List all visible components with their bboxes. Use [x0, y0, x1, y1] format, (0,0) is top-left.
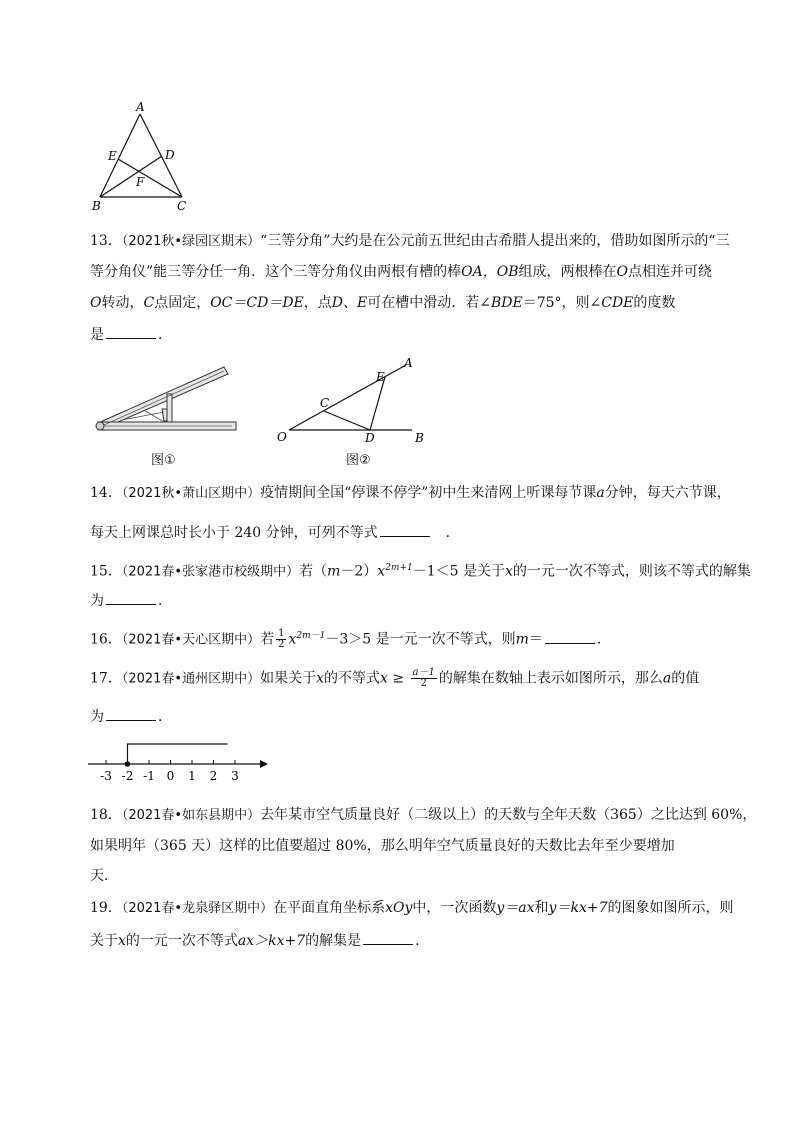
q15-text1c: －2） — [340, 563, 378, 580]
q19-text1b: xOy — [385, 900, 413, 916]
q17-line2 — [90, 706, 172, 727]
triangle-figure — [85, 100, 205, 215]
q19-text2a: 关于 — [90, 933, 118, 949]
q14-text1c: 分钟，每天六节课， — [604, 485, 731, 501]
q17-source: （2021春•通州区期中） — [121, 671, 261, 687]
q16-line1 — [90, 626, 611, 651]
q17-answer-blank[interactable] — [106, 706, 156, 721]
tick-label: 0 — [166, 769, 175, 783]
q15-text1g: 的一元一次不等式，则该不等式的解集 — [512, 563, 751, 580]
fig2-label-O: O — [277, 430, 287, 444]
q19-text1f: y＝kx+7 — [548, 900, 608, 916]
q14-line2 — [90, 522, 460, 543]
q17-fraction — [411, 668, 437, 689]
q14-text2end: ． — [445, 525, 460, 541]
q19-text1a: 在平面直角坐标系 — [273, 900, 386, 916]
q13-text4end: ． — [158, 327, 172, 343]
q17-frac-num: a－1 — [412, 667, 435, 678]
q19-text2e: 的解集是 — [305, 933, 362, 949]
fig2-label-D: D — [365, 431, 375, 445]
q15-text2: 为 — [90, 593, 104, 609]
q19-line1 — [90, 898, 733, 919]
q19-number: 19． — [90, 900, 122, 916]
q16-var: x — [288, 631, 297, 648]
q13-text2: 等分角仪”能三等分任一角．这个三等分角仪由两根有槽的棒 — [90, 264, 462, 280]
q16-m: m — [515, 631, 529, 648]
q14-text1a: 疫情期间全国“停课不停学”初中生来清网上听课每节课 — [260, 485, 597, 501]
q13-text3j: ＝75°，则∠ — [522, 295, 602, 311]
q17-text2: 为 — [90, 709, 104, 725]
q17-text2end: ． — [158, 709, 172, 725]
q13-text4: 是 — [90, 327, 104, 343]
fig2-label-B: B — [415, 431, 424, 445]
q18-text1: 去年某市空气质量良好（二级以上）的天数与全年天数（365）之比达到 60%， — [260, 807, 757, 823]
q13-text3g: D、E — [331, 295, 368, 311]
q18-source: （2021春•如东县期中） — [121, 808, 261, 823]
q16-answer-blank[interactable] — [545, 629, 595, 644]
label-C: C — [177, 199, 187, 213]
label-D: D — [165, 148, 175, 162]
q13-line1 — [90, 231, 730, 252]
number-line-arrow — [260, 760, 268, 768]
q15-text1f: x — [505, 563, 513, 580]
q13-line3 — [90, 293, 675, 313]
q13-text3a: O — [90, 295, 102, 311]
q13-text2c: 组成，两根棒在 — [518, 264, 617, 280]
q13-text3e: OC＝CD＝DE — [210, 295, 304, 311]
q19-line2 — [90, 930, 429, 951]
q19-text1e: 和 — [534, 900, 549, 916]
q18-line3 — [90, 866, 118, 886]
q13-answer-blank[interactable] — [106, 324, 156, 339]
q18-text2: 如果明年（365 天）这样的比值要超过 80%，那么明年空气质量良好的天数比去年至少要增加 — [90, 838, 675, 854]
tick-label: -1 — [143, 769, 155, 783]
fig2-label-A: A — [404, 356, 413, 370]
label-F: F — [136, 175, 145, 189]
q19-text1c: 中，一次函数 — [412, 900, 497, 916]
q13-text1: “三等分角”大约是在公元前五世纪由古希腊人提出来的，借助如图所示的“三 — [260, 233, 730, 249]
q17-text1h: 的值 — [671, 670, 700, 687]
q19-source: （2021春•龙泉驿区期中） — [121, 901, 274, 916]
q17-text1a: 如果关于 — [260, 670, 317, 687]
number-line-figure — [88, 738, 268, 788]
q18-line1 — [90, 805, 756, 826]
q13-line2 — [90, 262, 712, 282]
q16-frac-num: 1 — [278, 628, 285, 640]
q19-text1d: y＝ax — [496, 900, 535, 916]
q16-exponent: 2m－1 — [296, 631, 326, 641]
q19-answer-blank[interactable] — [363, 930, 413, 945]
q16-mid: －3＞5 是一元一次不等式，则 — [325, 631, 516, 648]
q17-text1f: 的解集在数轴上表示如图所示，那么 — [438, 670, 663, 687]
q16-number: 16． — [90, 631, 122, 648]
q13-text2b: OA，OB — [461, 264, 519, 280]
q18-line2 — [90, 836, 675, 856]
q17-number: 17． — [90, 670, 122, 687]
q14-text2: 每天上网课总时长小于 240 分钟，可列不等式 — [90, 525, 378, 541]
q13-text2e: 点相连并可绕 — [628, 264, 712, 280]
q15-line2 — [90, 590, 172, 611]
tick-label: -3 — [100, 769, 112, 783]
q13-text3f: ，点 — [303, 295, 332, 311]
fig1-caption: 图① — [151, 453, 176, 468]
q13-text3b: 转动， — [101, 295, 144, 311]
q13-text3h: 可在槽中滑动．若∠ — [367, 295, 491, 311]
q19-text1g: 的图象如图所示，则 — [607, 900, 734, 916]
q18-text3: 天． — [90, 868, 118, 884]
solution-endpoint — [125, 761, 131, 767]
q15-text2end: ． — [158, 593, 172, 609]
fig2-label-E: E — [376, 370, 385, 384]
q16-fraction — [276, 629, 286, 650]
q17-text1d: x — [380, 670, 388, 687]
trisector-instrument-figure — [92, 365, 242, 437]
q13-line4 — [90, 324, 172, 345]
q19-text2b: x — [118, 933, 126, 949]
q17-frac-den: 2 — [420, 678, 427, 689]
tick-label: 1 — [188, 769, 196, 783]
q13-text3l: 的度数 — [633, 295, 676, 311]
q15-source: （2021春•张家港市校级期中） — [121, 564, 300, 580]
q14-answer-blank[interactable] — [380, 522, 430, 537]
label-B: B — [92, 199, 101, 213]
q15-text1d: x — [377, 563, 386, 580]
q13-text3d: 点固定， — [154, 295, 211, 311]
solution-ray — [128, 744, 228, 764]
q15-text1b: m — [327, 563, 341, 580]
q17-line1 — [90, 668, 699, 690]
q17-text1b: x — [316, 670, 324, 687]
q19-text2c: 的一元一次不等式 — [125, 933, 238, 949]
q17-geq: ≥ — [392, 670, 405, 687]
q16-eq: ＝ — [528, 631, 543, 648]
label-E: E — [108, 149, 117, 163]
q15-answer-blank[interactable] — [106, 590, 156, 605]
q15-text1a: 若（ — [299, 563, 328, 580]
q15-line1 — [90, 558, 751, 583]
q16-end: ． — [596, 631, 611, 648]
tick-label: 3 — [231, 769, 239, 783]
label-A: A — [136, 100, 145, 114]
q16-source: （2021春•天心区期中） — [121, 632, 261, 648]
q18-number: 18． — [90, 807, 122, 823]
q14-text1b: a — [596, 485, 605, 501]
q15-exponent: 2m+1 — [385, 563, 413, 573]
q14-line1 — [90, 483, 731, 504]
fig2-label-C: C — [320, 396, 330, 410]
q17-text1g: a — [662, 670, 672, 687]
q16-frac-den: 2 — [278, 639, 285, 651]
q13-text3i: BDE — [490, 295, 523, 311]
q19-text2d: ax＞kx+7 — [237, 933, 306, 949]
trisector-diagram-figure — [272, 355, 432, 447]
q14-source: （2021秋•萧山区期中） — [121, 486, 261, 501]
q14-number: 14． — [90, 485, 122, 501]
q15-number: 15． — [90, 563, 122, 580]
q15-text1e: －1＜5 是关于 — [412, 563, 505, 580]
q13-source: （2021秋•绿园区期末） — [121, 234, 261, 249]
q13-text3c: C — [143, 295, 155, 311]
fig2-caption: 图② — [346, 453, 371, 468]
q13-number: 13． — [90, 233, 122, 249]
q13-text2d: O — [616, 264, 628, 280]
q19-text2end: ． — [415, 933, 430, 949]
tick-label: 2 — [209, 769, 218, 783]
tick-label: -2 — [121, 769, 134, 783]
q13-text3k: CDE — [601, 295, 634, 311]
q16-pre: 若 — [260, 631, 275, 648]
q17-text1c: 的不等式 — [324, 670, 380, 687]
